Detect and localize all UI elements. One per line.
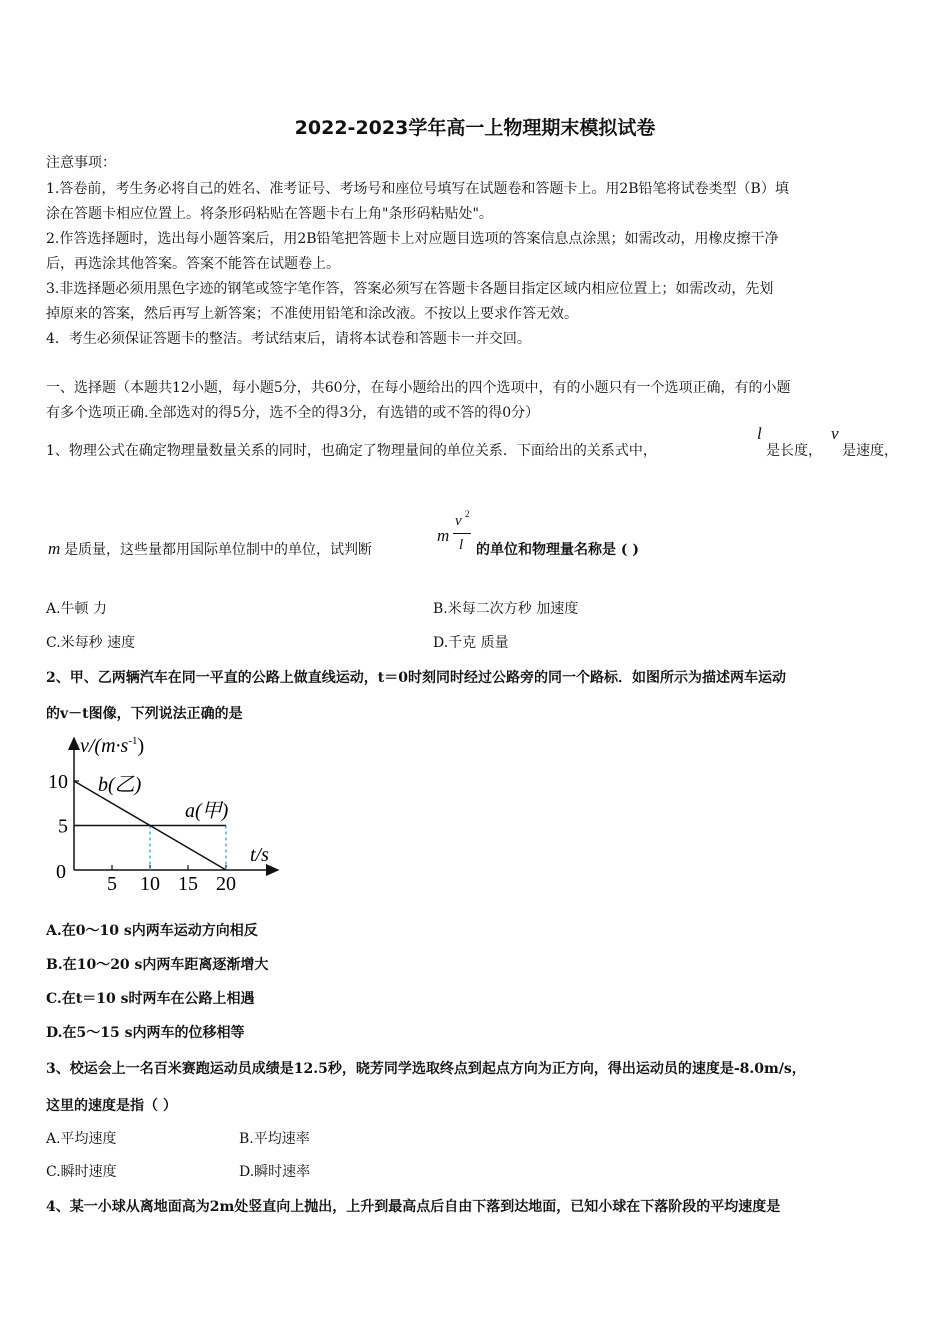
t-axis-label: t/s (250, 844, 269, 866)
formula-numerator: v (455, 513, 462, 529)
x-tick-label: 5 (107, 873, 117, 893)
notice-line: 4．考生必须保证答题卡的整洁。考试结束后，请将本试卷和答题卡一并交回。 (46, 331, 531, 347)
q1-var-m: m (48, 539, 61, 558)
q1-text: 是长度， (766, 443, 822, 459)
notice-line: 涂在答题卡相应位置上。将条形码粘贴在答题卡右上角"条形码粘贴处"。 (46, 206, 493, 222)
q3-option-c: C.瞬时速度 (46, 1164, 117, 1180)
q2-option-d: D.在5～15 s内两车的位移相等 (46, 1025, 245, 1041)
notice-line: 1.答卷前，考生务必将自己的姓名、准考证号、考场号和座位号填写在试题卷和答题卡上。用2B铅笔将试卷类型（B）填 (46, 181, 789, 197)
q1-option-d: D.千克 质量 (433, 635, 509, 651)
q3-option-b: B.平均速率 (239, 1131, 310, 1147)
q3-text: 3、校运会上一名百米赛跑运动员成绩是12.5秒，晓芳同学选取终点到起点方向为正方向，得出运动员的速度是-8.0m/s， (46, 1061, 806, 1077)
x-tick-label: 20 (216, 873, 236, 893)
section-heading-line: 一、选择题（本题共12小题，每小题5分，共60分，在每小题给出的四个选项中，有的小题只有一个选项正确，有的小题 (46, 380, 791, 396)
y-tick-label: 10 (48, 771, 68, 793)
q3-option-d: D.瞬时速率 (239, 1164, 311, 1180)
vt-graph (40, 728, 300, 893)
fraction-bar (453, 533, 471, 534)
q1-text: 的单位和物理量名称是 ( ) (476, 542, 639, 558)
notice-line: 掉原来的答案，然后再写上新答案；不准使用铅笔和涂改液。不按以上要求作答无效。 (46, 306, 578, 322)
series-a-label: a(甲) (185, 800, 229, 822)
formula-m: m (437, 526, 450, 545)
q3-text: 这里的速度是指（ ） (46, 1098, 177, 1114)
q1-option-b: B.米每二次方秒 加速度 (433, 601, 579, 617)
notice-line: 2.作答选择题时，选出每小题答案后，用2B铅笔把答题卡上对应题目选项的答案信息点涂黑；如需改动，用橡皮擦干净 (46, 231, 779, 247)
section-heading-line: 有多个选项正确.全部选对的得5分，选不全的得3分，有选错的或不答的得0分） (46, 405, 540, 421)
q2-text: 2、甲、乙两辆汽车在同一平直的公路上做直线运动，t＝0时刻同时经过公路旁的同一个路标．如图所示为描述两车运动 (46, 670, 786, 686)
formula-denominator: l (459, 537, 464, 553)
x-tick-label: 10 (140, 873, 160, 893)
q1-text: 是速度， (842, 443, 898, 459)
q1-option-c: C.米每秒 速度 (46, 635, 136, 651)
q1-var-l: l (757, 424, 762, 443)
formula-superscript: 2 (465, 509, 470, 519)
q1-option-a: A.牛顿 力 (46, 601, 108, 617)
x-tick-label: 15 (178, 873, 198, 893)
q1-text: 1、物理公式在确定物理量数量关系的同时，也确定了物理量间的单位关系．下面给出的关系式中， (46, 443, 657, 459)
v-axis-label: $v/(m\cdot s^{-1})$ (80, 735, 145, 757)
q2-text: 的v－t图像，下列说法正确的是 (46, 706, 243, 722)
q2-option-c: C.在t＝10 s时两车在公路上相遇 (46, 991, 255, 1007)
q2-option-a: A.在0～10 s内两车运动方向相反 (46, 923, 258, 939)
notice-line: 3.非选择题必须用黑色字迹的钢笔或签字笔作答，答案必须写在答题卡各题目指定区域内相应位置上；如需改动，先划 (46, 281, 774, 297)
q1-text: 是质量，这些量都用国际单位制中的单位，试判断 (64, 542, 372, 558)
q2-option-b: B.在10～20 s内两车距离逐渐增大 (46, 957, 269, 973)
series-b-label: b(乙) (98, 774, 142, 796)
page-title: 2022-2023学年高一上物理期末模拟试卷 (294, 117, 656, 139)
notice-line: 后，再选涂其他答案。答案不能答在试题卷上。 (46, 256, 340, 272)
q4-text: 4、某一小球从离地面高为2m处竖直向上抛出，上升到最高点后自由下落到达地面，已知小球在下落阶段的平均速度是 (46, 1199, 781, 1215)
q3-option-a: A.平均速度 (46, 1131, 117, 1147)
notice-heading: 注意事项： (46, 155, 116, 171)
q1-var-v: v (831, 424, 839, 443)
y-tick-label: 5 (58, 815, 68, 838)
origin-label: 0 (56, 861, 66, 883)
